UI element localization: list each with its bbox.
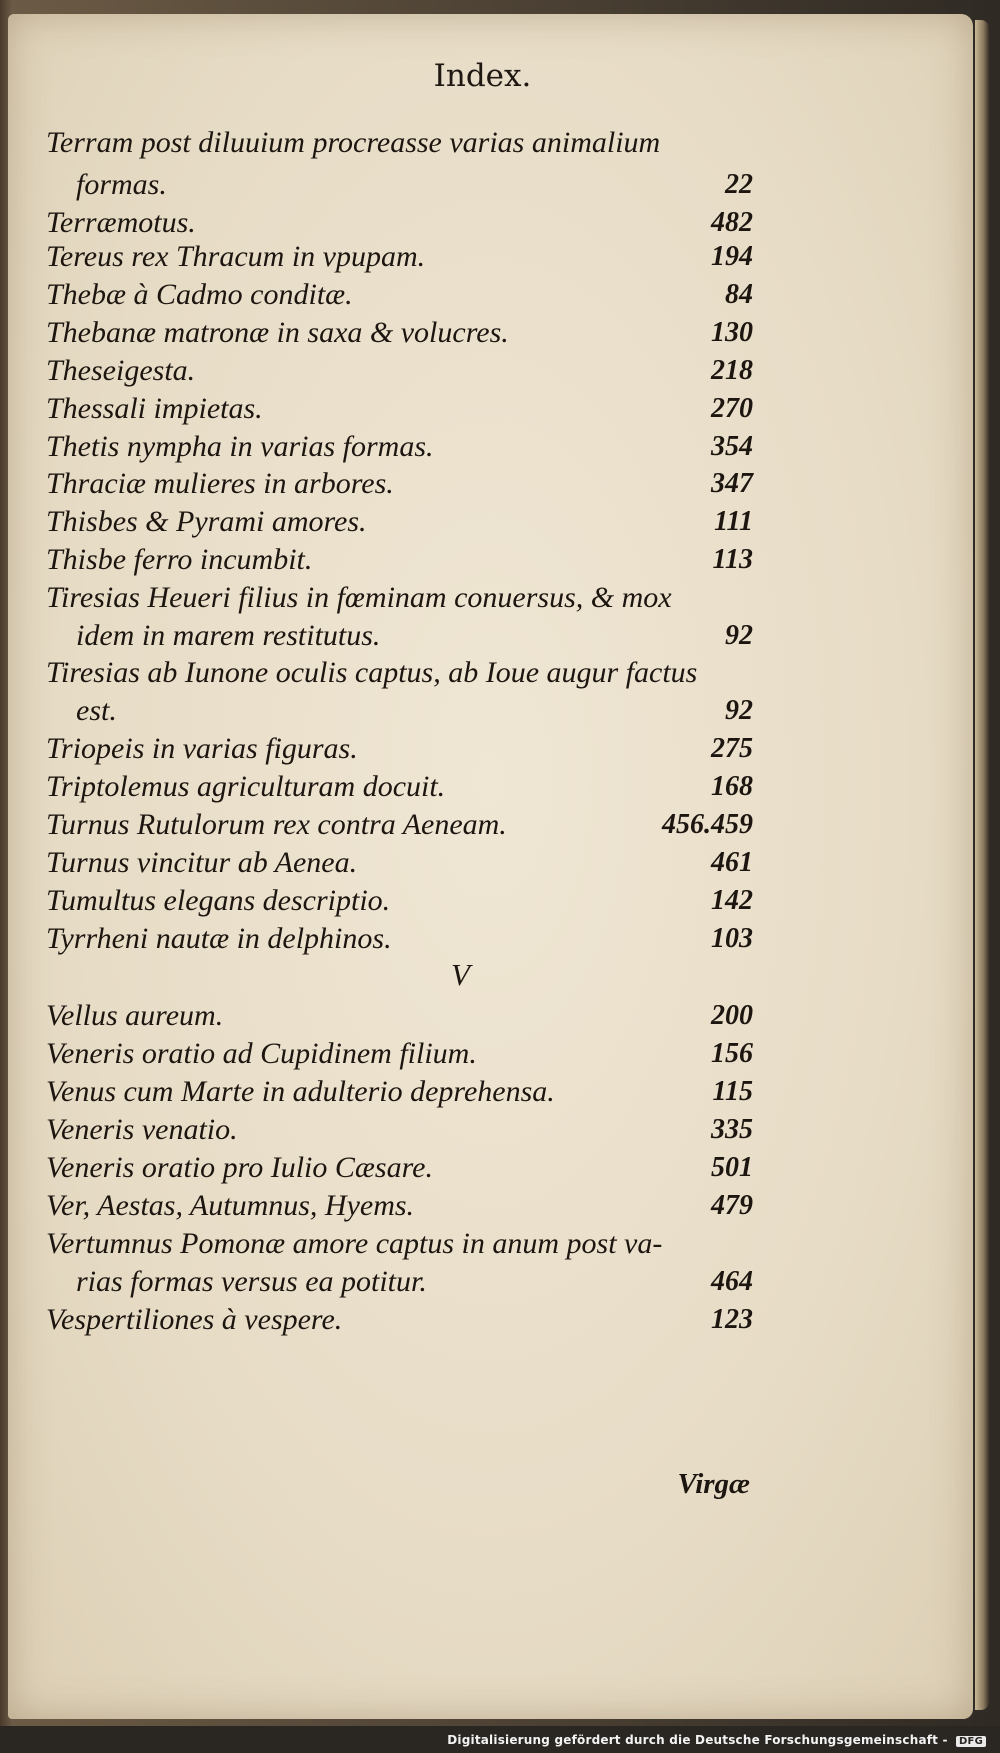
footer-credit-text: Digitalisierung gefördert durch die Deutsche Forschungsgemeinschaft -: [447, 1733, 948, 1747]
index-entry-page-number: 501: [711, 1152, 753, 1183]
index-entry-text: Triopeis in varias figuras.: [46, 732, 358, 765]
index-entry-page-number: 130: [711, 317, 753, 348]
index-entry-continuation: est.: [76, 694, 117, 727]
index-entry-page-number: 479: [711, 1190, 753, 1221]
index-entry-text: Terræmotus.: [46, 206, 196, 239]
index-entry-text: Vespertiliones à vespere.: [46, 1303, 343, 1336]
index-entry-continuation: formas.: [76, 168, 167, 201]
index-entry-text: Veneris venatio.: [46, 1113, 238, 1146]
footer-credit: [447, 1733, 986, 1747]
index-entry-page-number: 92: [725, 695, 753, 726]
index-entry-text: Tereus rex Thracum in vpupam.: [46, 240, 426, 273]
index-entry-page-number: 335: [711, 1114, 753, 1145]
index-entry-page-number: 464: [711, 1266, 753, 1297]
index-entry-page-number: 156: [711, 1038, 753, 1069]
index-entry-text: Venus cum Marte in adulterio deprehensa.: [46, 1075, 555, 1108]
index-entry-page-number: 142: [711, 885, 753, 916]
index-entry-page-number: 354: [711, 431, 753, 462]
index-entry-text: Thisbes & Pyrami amores.: [46, 505, 367, 538]
index-entry-page-number: 456.459: [662, 809, 753, 840]
index-entry-page-number: 115: [712, 1076, 753, 1107]
index-entry-page-number: 111: [714, 506, 753, 537]
index-entry-page-number: 103: [711, 923, 753, 954]
page-header: Index.: [433, 58, 532, 94]
dfg-logo-icon: DFG: [956, 1736, 986, 1747]
index-entry-page-number: 22: [725, 169, 753, 200]
index-entry-continuation: idem in marem restitutus.: [76, 619, 381, 652]
index-entry-text: Turnus Rutulorum rex contra Aeneam.: [46, 808, 507, 841]
index-entry-text: Vellus aureum.: [46, 999, 224, 1032]
index-entry-text: Tyrrheni nautæ in delphinos.: [46, 922, 392, 955]
page-edge: [975, 20, 989, 1710]
index-entry-page-number: 123: [711, 1304, 753, 1335]
index-entry-page-number: 482: [711, 207, 753, 238]
index-entry-text: Veneris oratio pro Iulio Cæsare.: [46, 1151, 433, 1184]
index-entry-page-number: 92: [725, 620, 753, 651]
index-entry-text: Triptolemus agriculturam docuit.: [46, 770, 446, 803]
index-entry-text: Thraciæ mulieres in arbores.: [46, 467, 394, 500]
index-entry-page-number: 84: [725, 279, 753, 310]
index-entry-page-number: 461: [711, 847, 753, 878]
index-entry-page-number: 270: [711, 393, 753, 424]
index-entry-text: Tiresias Heueri filius in fœminam conuersus, & mox: [46, 581, 672, 614]
section-letter: V: [451, 957, 470, 992]
index-entry-text: Thebæ à Cadmo conditæ.: [46, 278, 353, 311]
index-entries: [8, 0, 973, 1705]
index-entry-text: Tumultus elegans descriptio.: [46, 884, 391, 917]
index-entry-text: Veneris oratio ad Cupidinem filium.: [46, 1037, 477, 1070]
index-entry-text: Thetis nympha in varias formas.: [46, 430, 434, 463]
index-entry-page-number: 168: [711, 771, 753, 802]
catchword: Virgæ: [677, 1468, 750, 1500]
index-entry-text: Tiresias ab Iunone oculis captus, ab Ioue augur factus: [46, 656, 698, 689]
index-entry-page-number: 194: [711, 241, 753, 272]
index-entry-text: Vertumnus Pomonæ amore captus in anum post va-: [46, 1227, 663, 1260]
index-entry-page-number: 113: [712, 544, 753, 575]
index-entry-continuation: rias formas versus ea potitur.: [76, 1265, 427, 1298]
index-entry-text: Thessali impietas.: [46, 392, 263, 425]
index-entry-text: Thebanæ matronæ in saxa & volucres.: [46, 316, 509, 349]
index-entry-page-number: 347: [711, 468, 753, 499]
index-entry-text: Thisbe ferro incumbit.: [46, 543, 313, 576]
index-entry-page-number: 200: [711, 1000, 753, 1031]
index-entry-text: Theseigesta.: [46, 354, 196, 387]
index-entry-text: Turnus vincitur ab Aenea.: [46, 846, 358, 879]
index-entry-text: Ver, Aestas, Autumnus, Hyems.: [46, 1189, 415, 1222]
index-entry-text: Terram post diluuium procreasse varias animalium: [46, 126, 661, 159]
index-entry-page-number: 275: [711, 733, 753, 764]
index-entry-page-number: 218: [711, 355, 753, 386]
